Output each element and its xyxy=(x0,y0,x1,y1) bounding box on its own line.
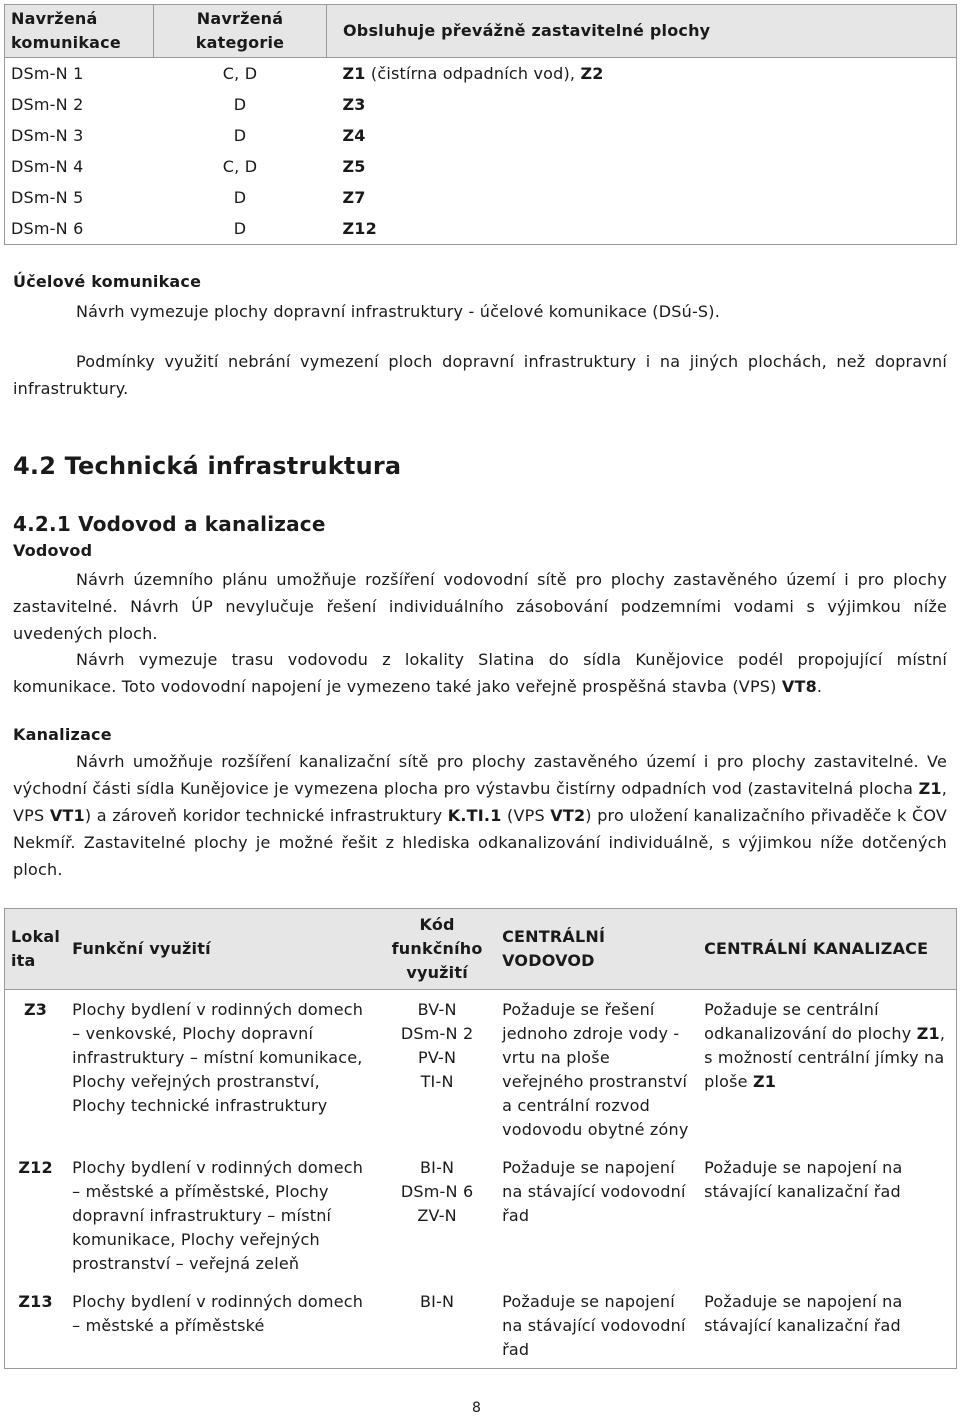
bold-ref: VT2 xyxy=(550,806,586,825)
category-cell: D xyxy=(154,213,327,245)
bold-ref: Z1 xyxy=(916,1024,940,1043)
category-cell: D xyxy=(233,126,247,145)
text-run: . xyxy=(816,677,823,696)
code-item: BI-N xyxy=(419,1158,455,1177)
table-row xyxy=(5,89,957,120)
vodovod-paragraph-1: Návrh územního plánu umožňuje rozšíření vodovodní sítě pro plochy zastavěného území i pro plochy zastavitelné. Návrh ÚP nevylučuje řešení individuálního zásobování podzemními vodami s výjimkou níže uvedených ploch. xyxy=(13,570,947,643)
bold-ref: Z1 xyxy=(752,1072,777,1091)
roads-table-header xyxy=(5,5,957,58)
table-row xyxy=(5,120,957,151)
locality-table xyxy=(4,908,957,1369)
code-cell xyxy=(378,990,496,1149)
text-run: , VPS xyxy=(13,779,947,825)
col-header-code: Kód funkčního využití xyxy=(378,909,496,990)
ucelove-paragraph-2: Podmínky využití nebrání vymezení ploch dopravní infrastruktury i na jiných plochách, než dopravní infrastruktury. xyxy=(13,352,947,398)
col-header-sewer: CENTRÁLNÍ KANALIZACE xyxy=(698,909,956,990)
areas-cell xyxy=(327,89,957,120)
bold-ref: Z1 xyxy=(918,779,942,798)
text-run: Návrh umožňuje rozšíření kanalizační sítě pro plochy zastavěného území i pro plochy zastavitelné. Ve východní části sídla Kunějovice je vymezena plocha pro výstavbu čistírny odpadních vod (zastavitelná plocha xyxy=(13,752,947,798)
bold-ref: VT8 xyxy=(781,677,817,696)
use-cell: Plochy bydlení v rodinných domech – venkovské, Plochy dopravní infrastruktury – místní komunikace, Plochy veřejných prostranství, Plochy technické infrastruktury xyxy=(72,1000,364,1115)
use-cell: Plochy bydlení v rodinných domech – městské a příměstské xyxy=(66,1282,378,1369)
areas-cell xyxy=(327,213,957,245)
code-item: BV-N xyxy=(417,1000,457,1019)
road-cell: DSm-N 1 xyxy=(5,58,154,90)
locality-cell: Z3 xyxy=(5,990,67,1149)
table-row xyxy=(5,990,957,1149)
bold-ref: Z4 xyxy=(342,126,366,145)
category-cell: C, D xyxy=(222,64,258,83)
text-run: Požaduje se centrální odkanalizování do plochy xyxy=(704,1000,917,1043)
road-cell: DSm-N 5 xyxy=(5,182,154,213)
bold-ref: Z1 xyxy=(342,64,366,83)
text-run: (VPS xyxy=(501,806,551,825)
col-header-areas: Obsluhuje převážně zastavitelné plochy xyxy=(327,5,957,58)
water-cell: Požaduje se napojení na stávající vodovodní řad xyxy=(496,1282,698,1369)
road-cell: DSm-N 4 xyxy=(5,151,154,182)
text-run: , s možností centrální jímky na ploše xyxy=(704,1024,946,1091)
water-cell: Požaduje se napojení na stávající vodovodní řad xyxy=(502,1158,686,1225)
table-row xyxy=(5,213,957,245)
code-item: PV-N xyxy=(418,1048,457,1067)
locality-cell: Z12 xyxy=(5,1148,67,1282)
bold-ref: Z5 xyxy=(342,157,366,176)
col-header-category: Navržená kategorie xyxy=(154,5,327,58)
areas-cell xyxy=(327,120,957,151)
code-item: DSm-N 6 xyxy=(400,1182,474,1201)
bold-ref: K.TI.1 xyxy=(447,806,502,825)
road-cell: DSm-N 3 xyxy=(5,120,154,151)
col-header-use: Funkční využití xyxy=(66,909,378,990)
code-item: TI-N xyxy=(420,1072,454,1091)
col-header-water: CENTRÁLNÍ VODOVOD xyxy=(496,909,698,990)
text-run: ) a zároveň koridor technické infrastruktury xyxy=(84,806,448,825)
sewer-cell xyxy=(698,1148,956,1282)
col-header-road: Navržená komunikace xyxy=(5,5,154,58)
code-cell xyxy=(378,1148,496,1282)
subsection-title: 4.2.1 Vodovod a kanalizace xyxy=(13,512,326,536)
vodovod-heading: Vodovod xyxy=(13,541,93,560)
locality-table-header xyxy=(5,909,957,990)
text-run: (čistírna odpadních vod), xyxy=(365,64,581,83)
locality-cell: Z13 xyxy=(5,1282,67,1369)
kanalizace-paragraph xyxy=(13,748,947,883)
table-row xyxy=(5,1282,957,1369)
areas-cell xyxy=(327,58,957,90)
table-row xyxy=(5,58,957,90)
page-number: 8 xyxy=(472,1400,482,1416)
table-row xyxy=(5,1148,957,1282)
bold-ref: Z7 xyxy=(342,188,366,207)
use-cell: Plochy bydlení v rodinných domech – městské a příměstské, Plochy dopravní infrastruktury – místní komunikace, Plochy veřejných prostranství – veřejná zeleň xyxy=(72,1158,364,1273)
roads-table-body xyxy=(5,58,957,245)
road-cell: DSm-N 6 xyxy=(5,213,154,245)
kanalizace-heading: Kanalizace xyxy=(13,725,112,744)
section-title: 4.2 Technická infrastruktura xyxy=(13,452,402,480)
bold-ref: Z2 xyxy=(580,64,604,83)
areas-cell xyxy=(327,151,957,182)
ucelove-heading: Účelové komunikace xyxy=(13,272,202,291)
sewer-cell xyxy=(698,1282,956,1369)
table-row xyxy=(5,182,957,213)
category-cell: D xyxy=(233,188,247,207)
vodovod-paragraph-2 xyxy=(13,646,947,700)
category-cell: D xyxy=(233,95,247,114)
text-run: Požaduje se napojení na stávající kanalizační řad xyxy=(704,1292,903,1335)
roads-table xyxy=(4,4,957,245)
category-cell: C, D xyxy=(222,157,258,176)
sewer-cell xyxy=(698,990,956,1149)
bold-ref: VT1 xyxy=(49,806,85,825)
text-run: Návrh vymezuje trasu vodovodu z lokality Slatina do sídla Kunějovice podél propojující místní komunikace. Toto vodovodní napojení je vymezeno také jako veřejně prospěšná stavba (VPS) xyxy=(13,650,947,696)
code-item: DSm-N 2 xyxy=(400,1024,474,1043)
code-cell xyxy=(378,1282,496,1369)
water-cell: Požaduje se řešení jednoho zdroje vody - vrtu na ploše veřejného prostranství a centrální rozvod vodovodu obytné zóny xyxy=(502,1000,689,1139)
code-item: BI-N xyxy=(419,1292,455,1311)
locality-table-body xyxy=(5,990,957,1369)
text-run: Požaduje se napojení na stávající kanalizační řad xyxy=(704,1158,903,1201)
bold-ref: Z12 xyxy=(342,219,377,238)
ucelove-paragraph-1: Návrh vymezuje plochy dopravní infrastruktury - účelové komunikace (DSú-S). xyxy=(76,302,720,321)
col-header-locality: Lokal ita xyxy=(5,909,67,990)
code-item: ZV-N xyxy=(417,1206,457,1225)
table-row xyxy=(5,151,957,182)
road-cell: DSm-N 2 xyxy=(5,89,154,120)
areas-cell xyxy=(327,182,957,213)
bold-ref: Z3 xyxy=(342,95,366,114)
text-run: ) pro uložení kanalizačního přivaděče k ČOV Nekmíř. Zastavitelné plochy je možné řešit z hlediska odkanalizování individuálně, s výjimkou níže dotčených ploch. xyxy=(13,806,947,879)
